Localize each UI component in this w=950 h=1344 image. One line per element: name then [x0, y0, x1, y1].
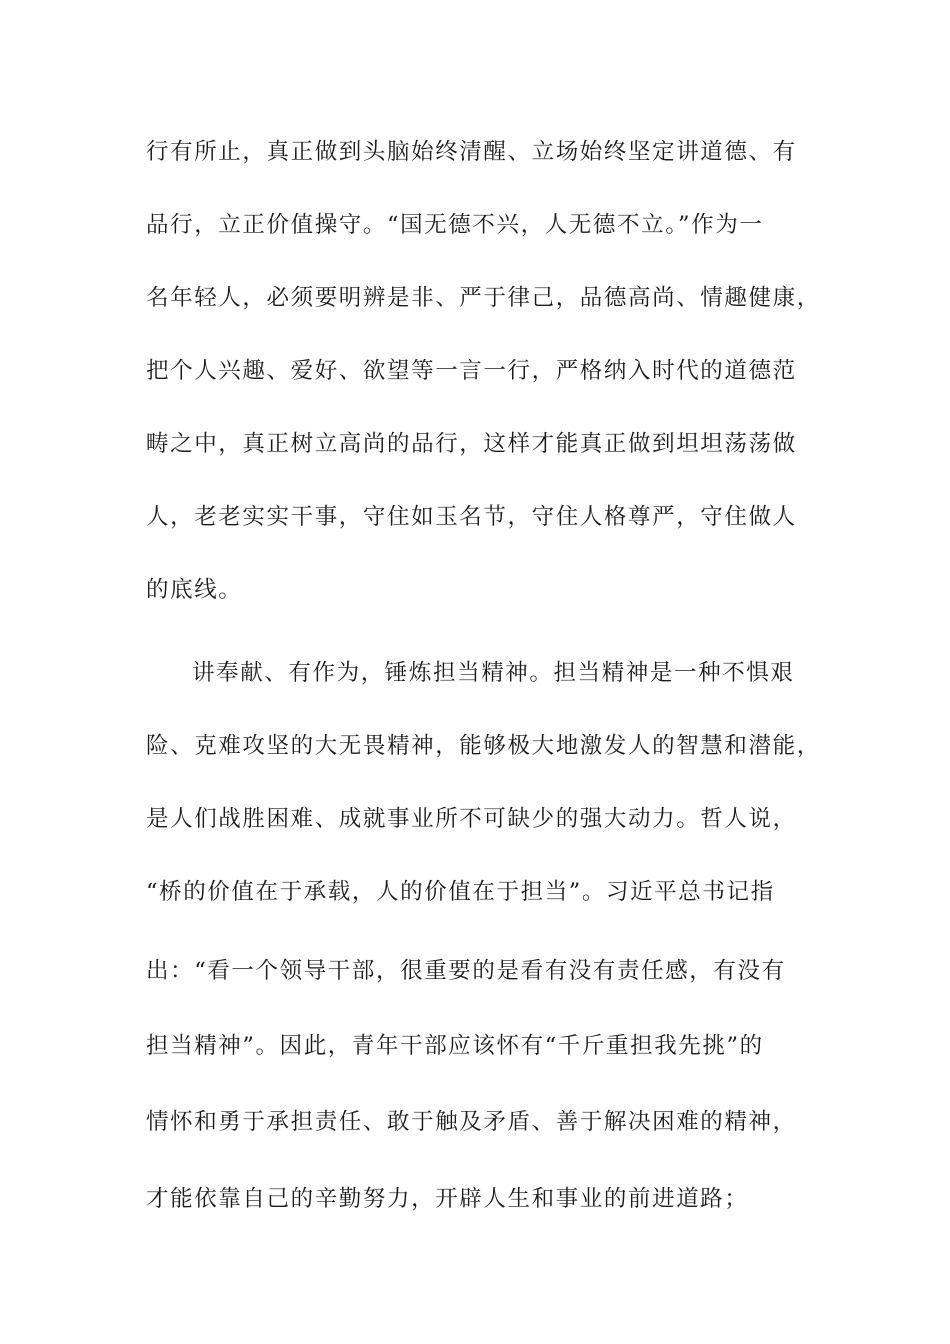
text-line: 人，老老实实干事，守住如玉名节，守住人格尊严，守住做人 — [146, 504, 797, 530]
text-line: 把个人兴趣、爱好、欲望等一言一行，严格纳入时代的道德范 — [146, 358, 797, 384]
text-line: 行有所止，真正做到头脑始终清醒、立场始终坚定讲道德、有 — [146, 139, 797, 165]
text-line: 畴之中，真正树立高尚的品行，这样才能真正做到坦坦荡荡做 — [146, 431, 797, 457]
text-line: 名年轻人，必须要明辨是非、严于律己，品德高尚、情趣健康， — [146, 285, 821, 311]
text-line: 的底线。 — [146, 577, 243, 603]
paragraph-first-line: 讲奉献、有作为，锤炼担当精神。担当精神是一种不惧艰 — [192, 660, 795, 686]
text-line: 是人们战胜困难、成就事业所不可缺少的强大动力。哲人说， — [146, 806, 797, 832]
text-line: 品行，立正价值操守。“国无德不兴，人无德不立。”作为一 — [146, 212, 764, 238]
text-line: 才能依靠自己的辛勤努力，开辟人生和事业的前进道路； — [146, 1186, 749, 1212]
text-line: 担当精神”。因此，青年干部应该怀有“千斤重担我先挑”的 — [146, 1033, 764, 1059]
text-line: 情怀和勇于承担责任、敢于触及矛盾、善于解决困难的精神， — [146, 1109, 797, 1135]
text-line: 出：“看一个领导干部，很重要的是看有没有责任感，有没有 — [146, 958, 786, 984]
text-line: “桥的价值在于承载，人的价值在于担当”。习近平总书记指 — [146, 879, 775, 905]
text-line: 险、克难攻坚的大无畏精神，能够极大地激发人的智慧和潜能， — [146, 733, 821, 759]
